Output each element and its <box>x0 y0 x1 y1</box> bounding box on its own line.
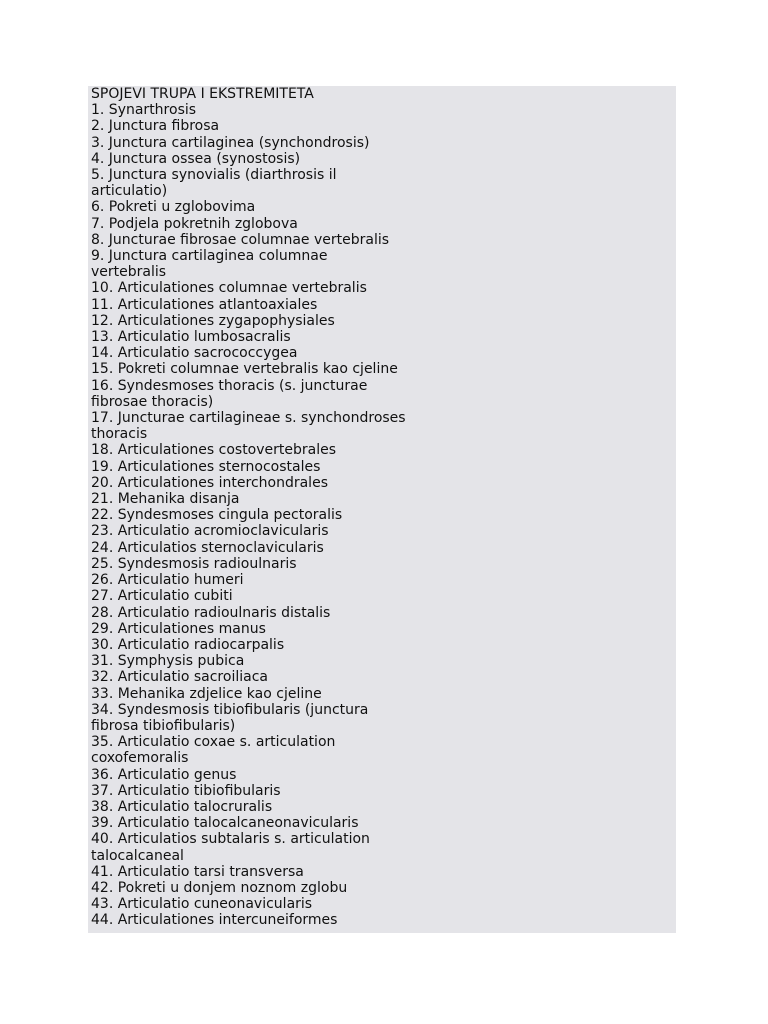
list-line: 17. Juncturae cartilagineae s. synchondroses <box>91 410 406 427</box>
list-line: 8. Juncturae fibrosae columnae vertebralis <box>91 231 390 248</box>
list-line: articulatio) <box>91 183 168 200</box>
list-line: 5. Junctura synovialis (diarthrosis il <box>91 167 337 184</box>
list-line: 38. Articulatio talocruralis <box>91 798 273 815</box>
list-line: 40. Articulatios subtalaris s. articulation <box>91 831 370 848</box>
list-line: 44. Articulationes intercuneiformes <box>91 912 338 929</box>
list-line: 37. Articulatio tibiofibularis <box>91 782 281 799</box>
list-line: 14. Articulatio sacrococcygea <box>91 345 298 362</box>
list-line: thoracis <box>91 426 148 443</box>
list-line: 12. Articulationes zygapophysiales <box>91 312 335 329</box>
list-line: 6. Pokreti u zglobovima <box>91 199 256 216</box>
list-line: 25. Syndesmosis radioulnaris <box>91 555 297 572</box>
list-line: 28. Articulatio radioulnaris distalis <box>91 604 331 621</box>
list-line: 29. Articulationes manus <box>91 620 266 637</box>
list-line: 15. Pokreti columnae vertebralis kao cjeline <box>91 361 398 378</box>
list-line: 3. Junctura cartilaginea (synchondrosis) <box>91 134 370 151</box>
content-block <box>88 86 676 933</box>
list-line: 16. Syndesmoses thoracis (s. juncturae <box>91 377 368 394</box>
list-line: fibrosae thoracis) <box>91 393 214 410</box>
list-line: coxofemoralis <box>91 750 189 767</box>
list-line: 33. Mehanika zdjelice kao cjeline <box>91 685 322 702</box>
list-line: 23. Articulatio acromioclavicularis <box>91 523 329 540</box>
list-line: 10. Articulationes columnae vertebralis <box>91 280 367 297</box>
list-line: 31. Symphysis pubica <box>91 653 245 670</box>
list-line: 9. Junctura cartilaginea columnae <box>91 248 328 265</box>
list-line: 22. Syndesmoses cingula pectoralis <box>91 507 343 524</box>
list-line: 35. Articulatio coxae s. articulation <box>91 734 336 751</box>
list-line: talocalcaneal <box>91 847 184 864</box>
list-line: vertebralis <box>91 264 167 281</box>
list-line: 21. Mehanika disanja <box>91 491 240 508</box>
list-line: 18. Articulationes costovertebrales <box>91 442 337 459</box>
list-line: 30. Articulatio radiocarpalis <box>91 636 285 653</box>
list-line: 34. Syndesmosis tibiofibularis (junctura <box>91 701 369 718</box>
list-line: 39. Articulatio talocalcaneonavicularis <box>91 815 359 832</box>
list-line: 42. Pokreti u donjem noznom zglobu <box>91 879 348 896</box>
list-line: 41. Articulatio tarsi transversa <box>91 863 304 880</box>
topic-list <box>91 102 676 928</box>
list-line: 20. Articulationes interchondrales <box>91 474 328 491</box>
list-line: 13. Articulatio lumbosacralis <box>91 329 291 346</box>
list-line: 36. Articulatio genus <box>91 766 237 783</box>
list-line: 2. Junctura fibrosa <box>91 118 220 135</box>
list-line: 4. Junctura ossea (synostosis) <box>91 150 301 167</box>
list-line: 27. Articulatio cubiti <box>91 588 233 605</box>
list-line: 1. Synarthrosis <box>91 102 197 119</box>
list-line: 43. Articulatio cuneonavicularis <box>91 896 313 913</box>
list-line: 19. Articulationes sternocostales <box>91 458 321 475</box>
list-line: fibrosa tibiofibularis) <box>91 717 236 734</box>
list-line: 11. Articulationes atlantoaxiales <box>91 296 318 313</box>
list-line: 24. Articulatios sternoclavicularis <box>91 539 324 556</box>
document-title: SPOJEVI TRUPA I EKSTREMITETA <box>91 86 314 102</box>
list-line: 26. Articulatio humeri <box>91 572 244 589</box>
list-line: 7. Podjela pokretnih zglobova <box>91 215 298 232</box>
list-line: 32. Articulatio sacroiliaca <box>91 669 268 686</box>
